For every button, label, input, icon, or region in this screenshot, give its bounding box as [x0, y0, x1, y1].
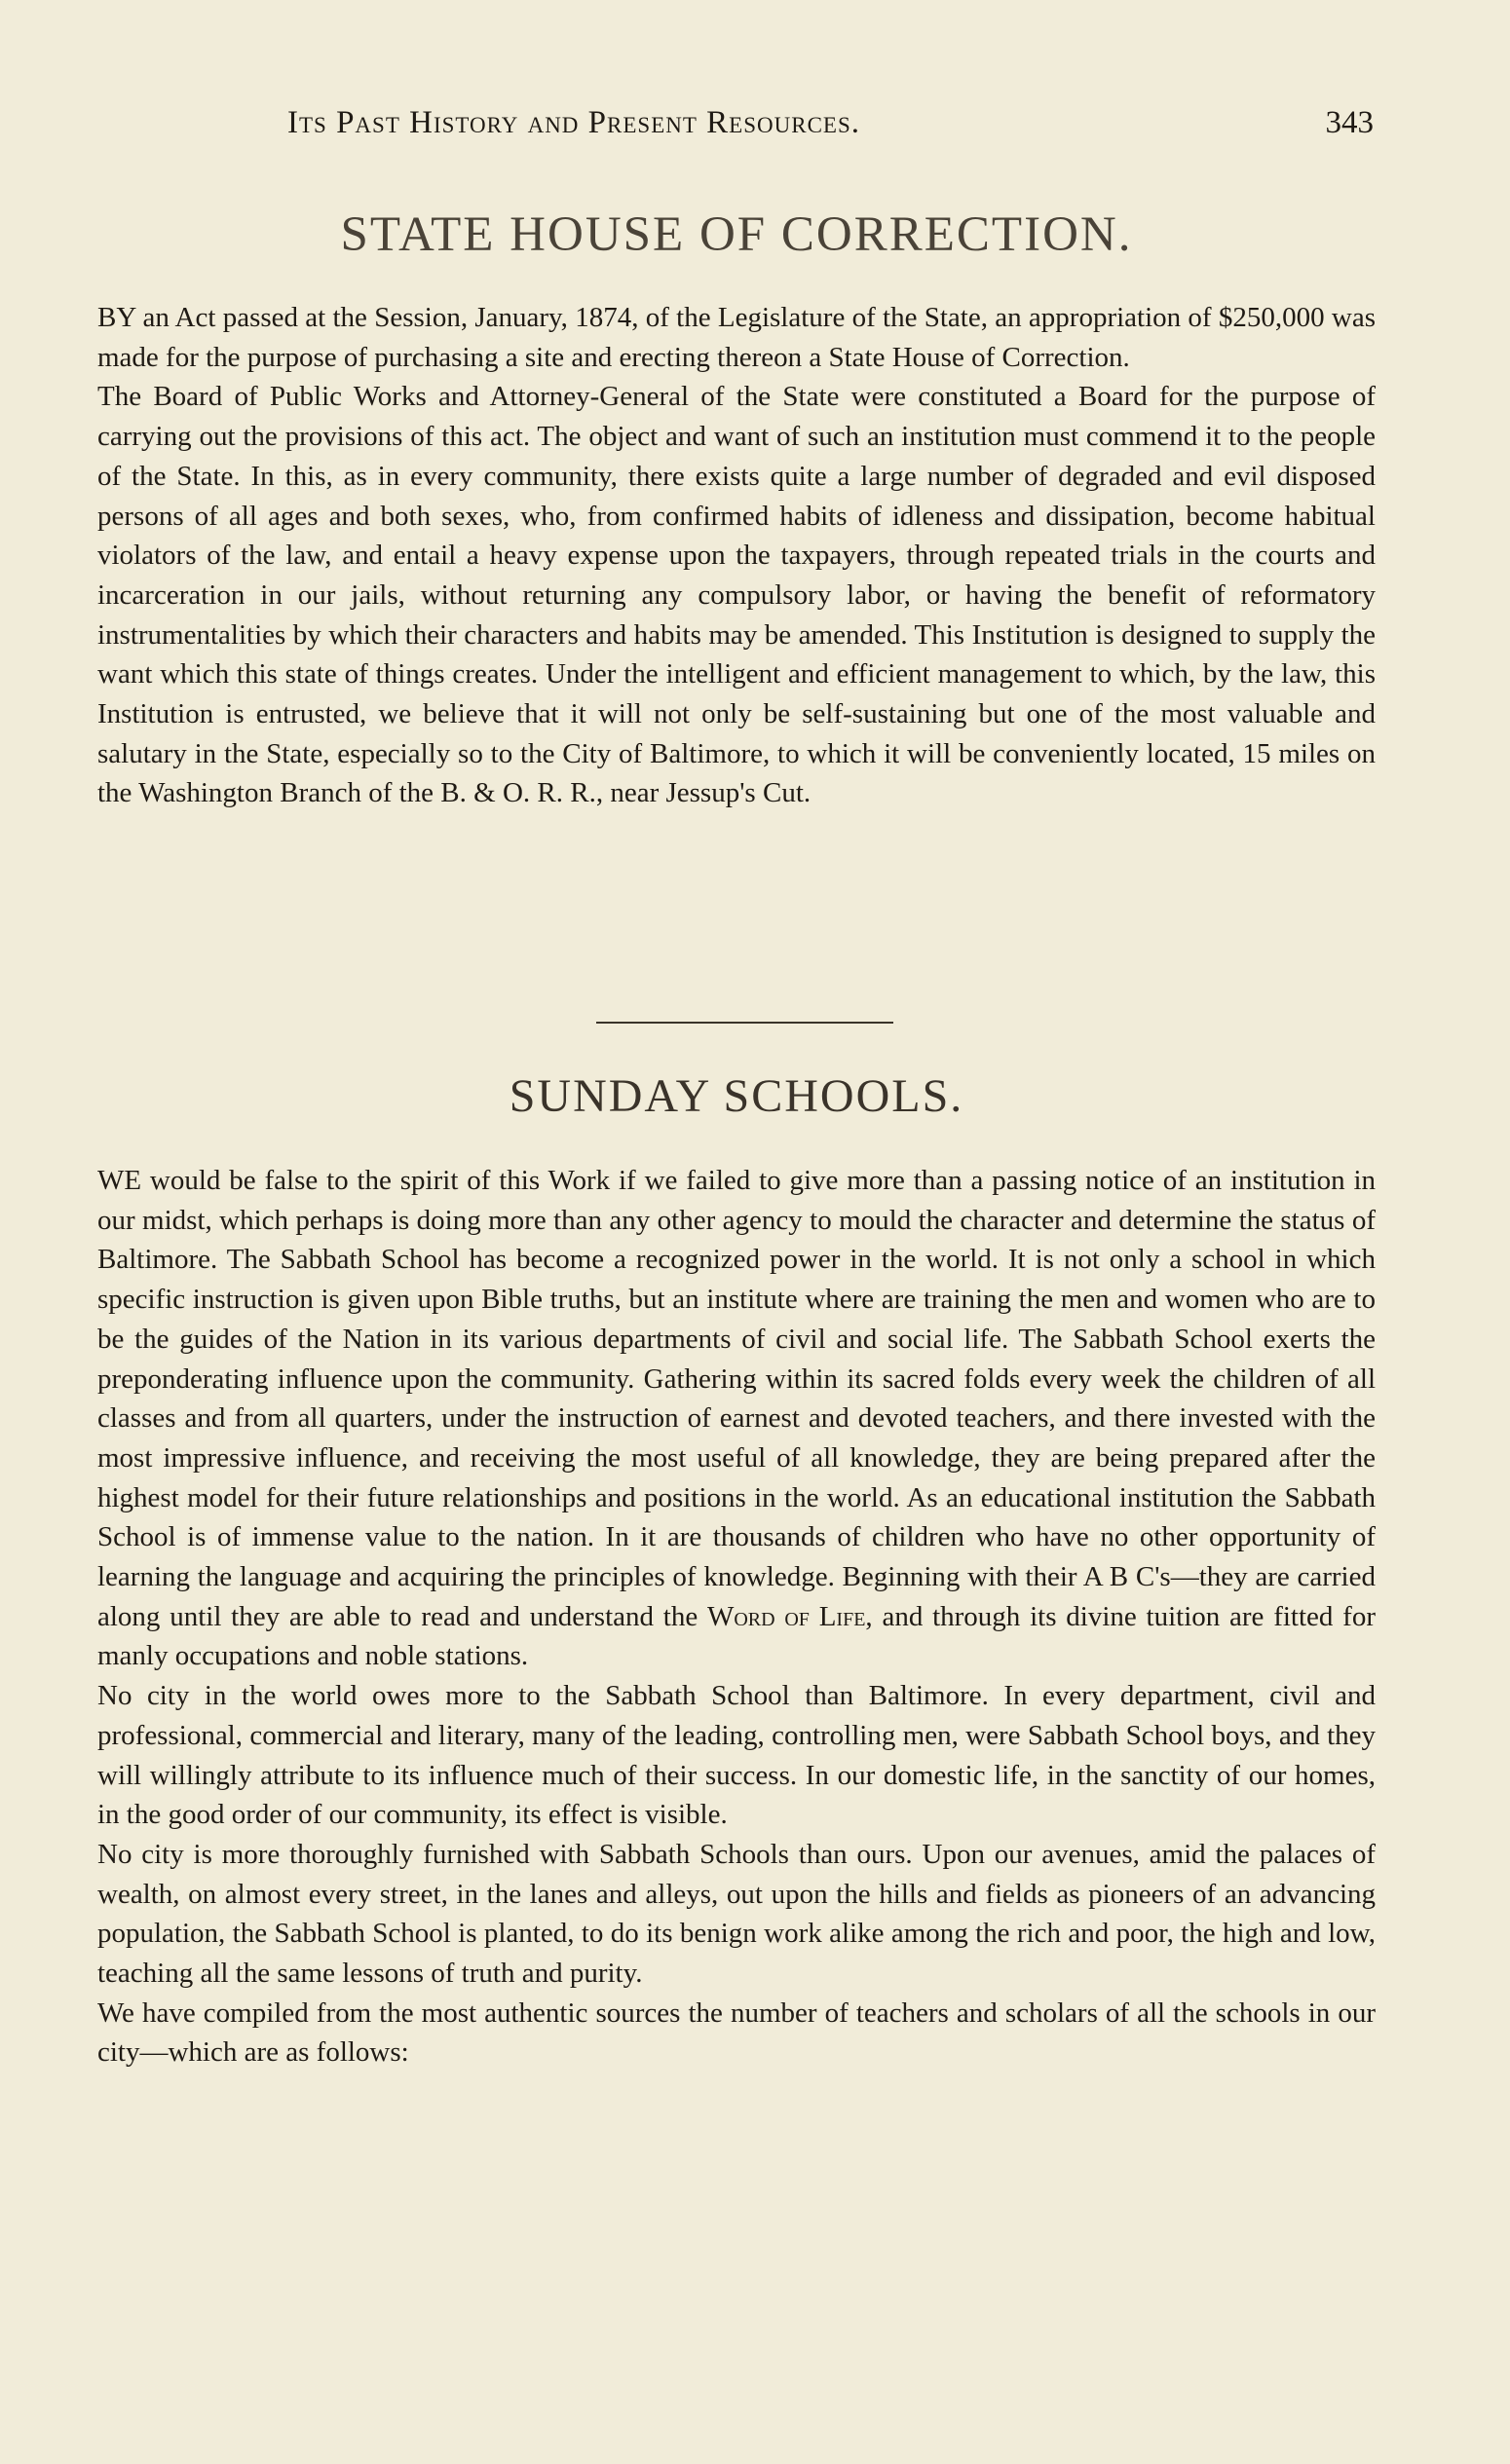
paragraph-text: , and through its divine tuition are fitted for manly occupations and noble stations. [97, 1600, 1376, 1672]
section-heading-sunday-schools: SUNDAY SCHOOLS. [509, 1070, 964, 1122]
paragraph: The Board of Public Works and Attorney-General of the State were constituted a Board for the purpose of carrying out the provisions of this act. The object and want of such an institution must commend it to the people of the State. In this, as in every community, there exists quite a large number of degraded and evil disposed persons of all ages and both sexes, who, from confirmed habits of idleness and dissipation, become habitual violators of the law, and entail a heavy expense upon the taxpayers, through repeated trials in the courts and incarceration in our jails, without returning any compulsory labor, or having the benefit of reformatory instrumentalities by which their characters and habits may be amended. This Institution is designed to supply the want which this state of things creates. Under the intelligent and efficient management to which, by the law, this Institution is entrusted, we believe that it will not only be self-sustaining but one of the most valuable and salutary in the State, especially so to the City of Baltimore, to which it will be conveniently located, 15 miles on the Washington Branch of the B. & O. R. R., near Jessup's Cut. [97, 381, 1376, 809]
paragraph: We have compiled from the most authentic sources the number of teachers and scholars of all the schools in our city—which are as follows: [97, 1997, 1376, 2069]
section-heading-state-house: STATE HOUSE OF CORRECTION. [340, 207, 1133, 262]
paragraph-text: WE would be false to the spirit of this Work if we failed to give more than a passing notice of an institution in our midst, which perhaps is doing more than any other agency to mould the character and determine the status of Baltimore. The Sabbath School has become a recognized power in the world. It is not only a school in which specific instruction is given upon Bible truths, but an institute where are training the men and women who are to be the guides of the Nation in its various departments of civil and social life. The Sabbath School exerts the preponderating influence upon the community. Gathering within its sacred folds every week the children of all classes and from all quarters, under the instruction of earnest and devoted teachers, and there invested with the most impressive influence, and receiving the most useful of all knowledge, they are being prepared after the highest model for their future relationships and positions in the world. As an educational institution the Sabbath School is of immense value to the nation. In it are thousands of children who have no other opportunity of learning the language and acquiring the principles of knowledge. Beginning with their A B C's—they are carried along until they are able to read and understand the [97, 1165, 1376, 1632]
section-divider [596, 1022, 893, 1024]
paragraph [97, 1161, 1376, 1676]
page-number: 343 [1325, 105, 1374, 140]
word-of-life-smallcaps: Word of Life [706, 1600, 866, 1632]
paragraph: No city is more thoroughly furnished with Sabbath Schools than ours. Upon our avenues, amid the palaces of wealth, on almost every street, in the lanes and alleys, out upon the hills and fields as pioneers of an advancing population, the Sabbath School is planted, to do its benign work alike among the rich and poor, the high and low, teaching all the same lessons of truth and purity. [97, 1838, 1376, 1990]
running-header [97, 105, 1374, 144]
paragraph: BY an Act passed at the Session, January, 1874, of the Legislature of the State, an appropriation of $250,000 was made for the purpose of purchasing a site and erecting thereon a State House of Correction. [97, 302, 1376, 373]
running-title: Its Past History and Present Resources. [287, 105, 861, 140]
section-body-sunday-schools [97, 1161, 1376, 2072]
paragraph: No city in the world owes more to the Sabbath School than Baltimore. In every department, civil and professional, commercial and literary, many of the leading, controlling men, were Sabbath School boys, and they will willingly attribute to its influence much of their success. In our domestic life, in the sanctity of our homes, in the good order of our community, its effect is visible. [97, 1680, 1376, 1831]
section-body-state-house [97, 298, 1376, 813]
